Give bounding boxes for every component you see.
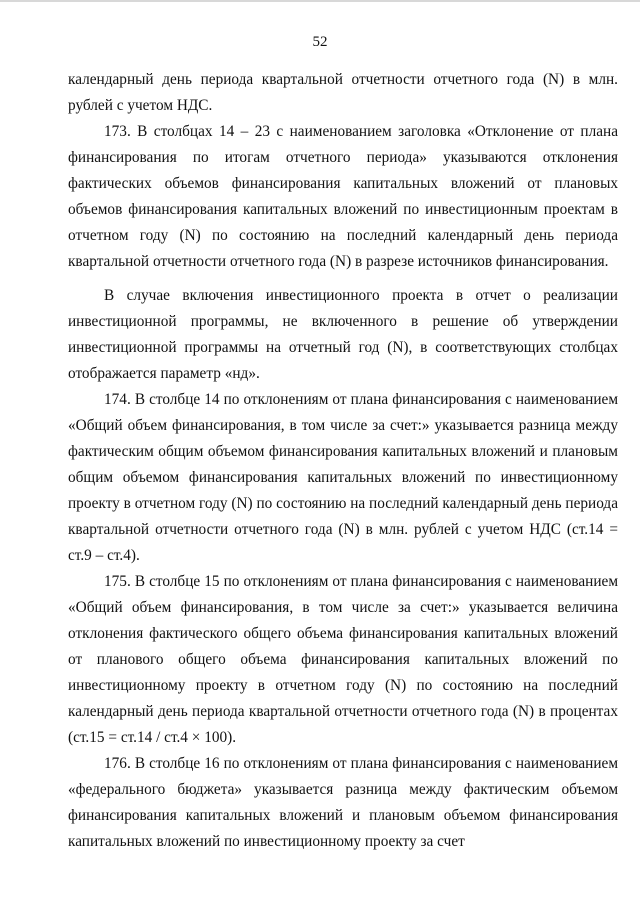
paragraph-173: 173. В столбцах 14 – 23 с наименованием заголовка «Отклонение от плана финансирования по итогам отчетного периода» указываются отклонения фактических объемов финансирования капитальных вложений от плановых объемов финансирования капитальных вложений по инвестиционным проектам в отчетном году (N) по состоянию на последний календарный день периода квартальной отчетности отчетного года (N) в разрезе источников финансирования. [68, 123, 618, 270]
page-top-edge [0, 0, 640, 2]
document-body [68, 67, 618, 855]
paragraph-174: 174. В столбце 14 по отклонениям от плана финансирования с наименованием «Общий объем финансирования, в том числе за счет:» указывается разница между фактическим общим объемом финансирования капитальных вложений и плановым общим объемом финансирования капитальных вложений по инвестиционному проекту в отчетном году (N) по состоянию на последний календарный день периода квартальной отчетности отчетного года (N) в млн. рублей с учетом НДС (ст.14 = ст.9 – ст.4). [68, 391, 618, 564]
paragraph-176: 176. В столбце 16 по отклонениям от плана финансирования с наименованием «федерального бюджета» указывается разница между фактическим объемом финансирования капитальных вложений и плановым объемом финансирования капитальных вложений по инвестиционному проекту за счет [68, 755, 618, 850]
page-number: 52 [312, 34, 328, 50]
paragraph-continuation: календарный день периода квартальной отчетности отчетного года (N) в млн. рублей с учетом НДС. [68, 71, 618, 114]
paragraph-nd-note: В случае включения инвестиционного проекта в отчет о реализации инвестиционной программы, не включенного в решение об утверждении инвестиционной программы на отчетный год (N), в соответствующих столбцах отображается параметр «нд». [68, 287, 618, 382]
paragraph-175: 175. В столбце 15 по отклонениям от плана финансирования с наименованием «Общий объем финансирования, в том числе за счет:» указывается величина отклонения фактического общего объема финансирования капитальных вложений от планового общего объема финансирования капитальных вложений по инвестиционному проекту в отчетном году (N) по состоянию на последний календарный день периода квартальной отчетности отчетного года (N) в процентах (ст.15 = ст.14 / ст.4 × 100). [68, 573, 618, 746]
